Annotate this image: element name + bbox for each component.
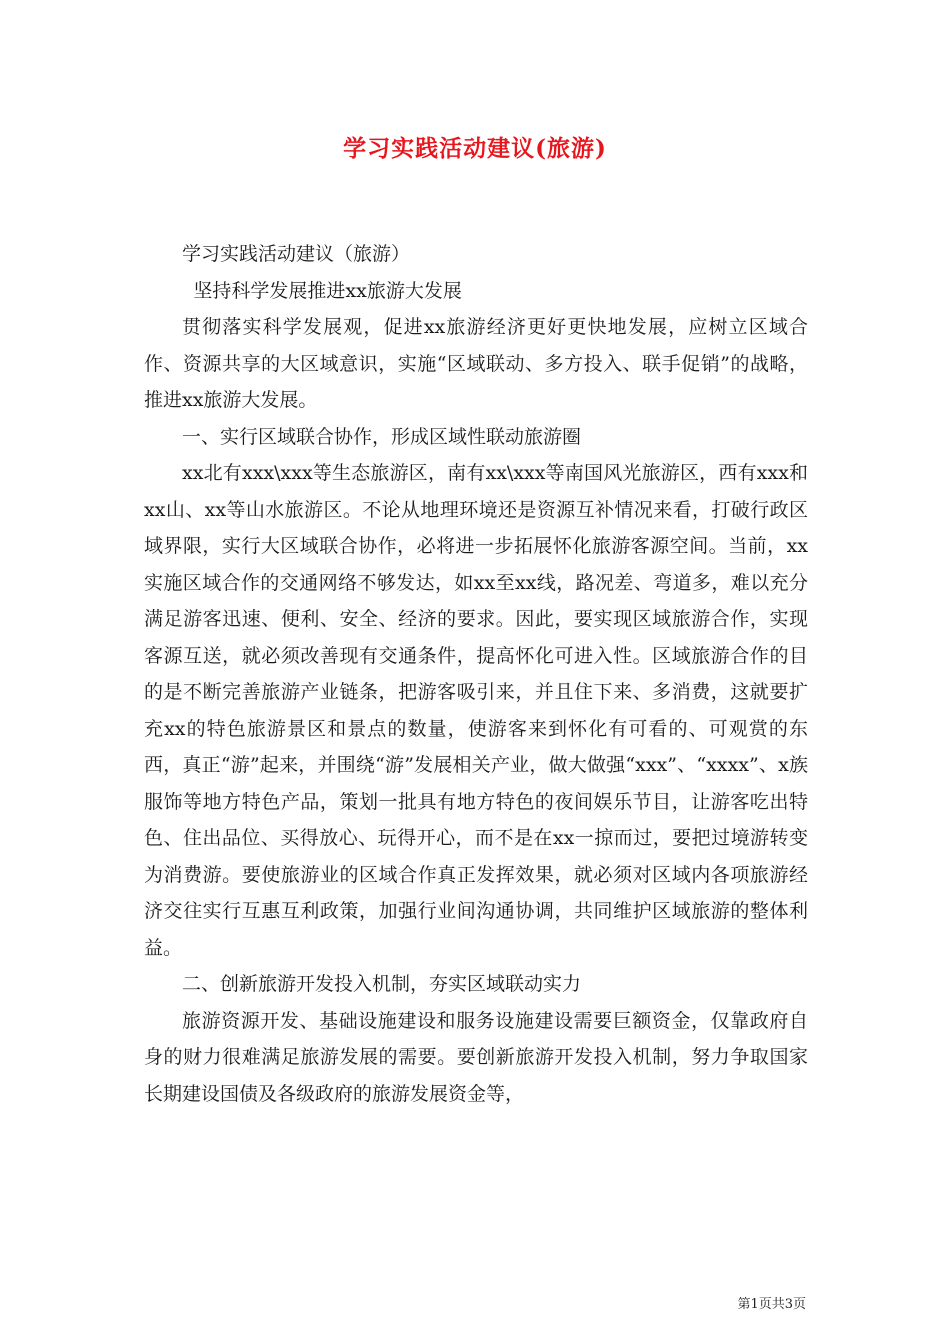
section-heading-2: 二、创新旅游开发投入机制，夯实区域联动实力 — [182, 973, 582, 995]
paragraph-section-1: xx北有xxx\xxx等生态旅游区，南有xx\xxx等南国风光旅游区，西有xxx和xx山、xx等山水旅游区。不论从地理环境还是资源互补情况来看，打破行政区域界限，实行大区域联合协作，必将进一步拓展怀化旅游客源空间。当前，xx实施区域合作的交通网络不够发达，如xx至xx线，路况差、弯道多，难以充分满足游客迅速、便利、安全、经济的要求。因此，要实现区域旅游合作，实现客源互送，就必须改善现有交通条件，提高怀化可进入性。区域旅游合作的目的是不断完善旅游产业链条，把游客吸引来，并且住下来、多消费，这就要扩充xx的特色旅游景区和景点的数量，使游客来到怀化有可看的、可观赏的东西，真正“游”起来，并围绕“游”发展相关产业，做大做强“xxx”、“xxxx”、x族服饰等地方特色产品，策划一批具有地方特色的夜间娱乐节目，让游客吃出特色、住出品位、买得放心、玩得开心，而不是在xx一掠而过，要把过境游转变为消费游。要使旅游业的区域合作真正发挥效果，就必须对区域内各项旅游经济交往实行互惠互利政策，加强行业间沟通协调，共同维护区域旅游的整体利益。 — [144, 462, 808, 959]
paragraph-intro: 贯彻落实科学发展观，促进xx旅游经济更好更快地发展，应树立区域合作、资源共享的大区域意识，实施“区域联动、多方投入、联手促销”的战略，推进xx旅游大发展。 — [144, 316, 808, 411]
paragraph-section-2: 旅游资源开发、基础设施建设和服务设施建设需要巨额资金，仅靠政府自身的财力很难满足旅游发展的需要。要创新旅游开发投入机制，努力争取国家长期建设国债及各级政府的旅游发展资金等， — [144, 1009, 808, 1105]
paragraph-heading: 学习实践活动建议（旅游） — [182, 243, 411, 265]
section-heading-1: 一、实行区域联合协作，形成区域性联动旅游圈 — [182, 425, 582, 448]
paragraph-subtitle: 坚持科学发展推进xx旅游大发展 — [193, 279, 462, 302]
document-title: 学习实践活动建议(旅游) — [343, 135, 607, 162]
page-number: 第1页共3页 — [737, 1297, 806, 1312]
document-body — [144, 236, 808, 1112]
